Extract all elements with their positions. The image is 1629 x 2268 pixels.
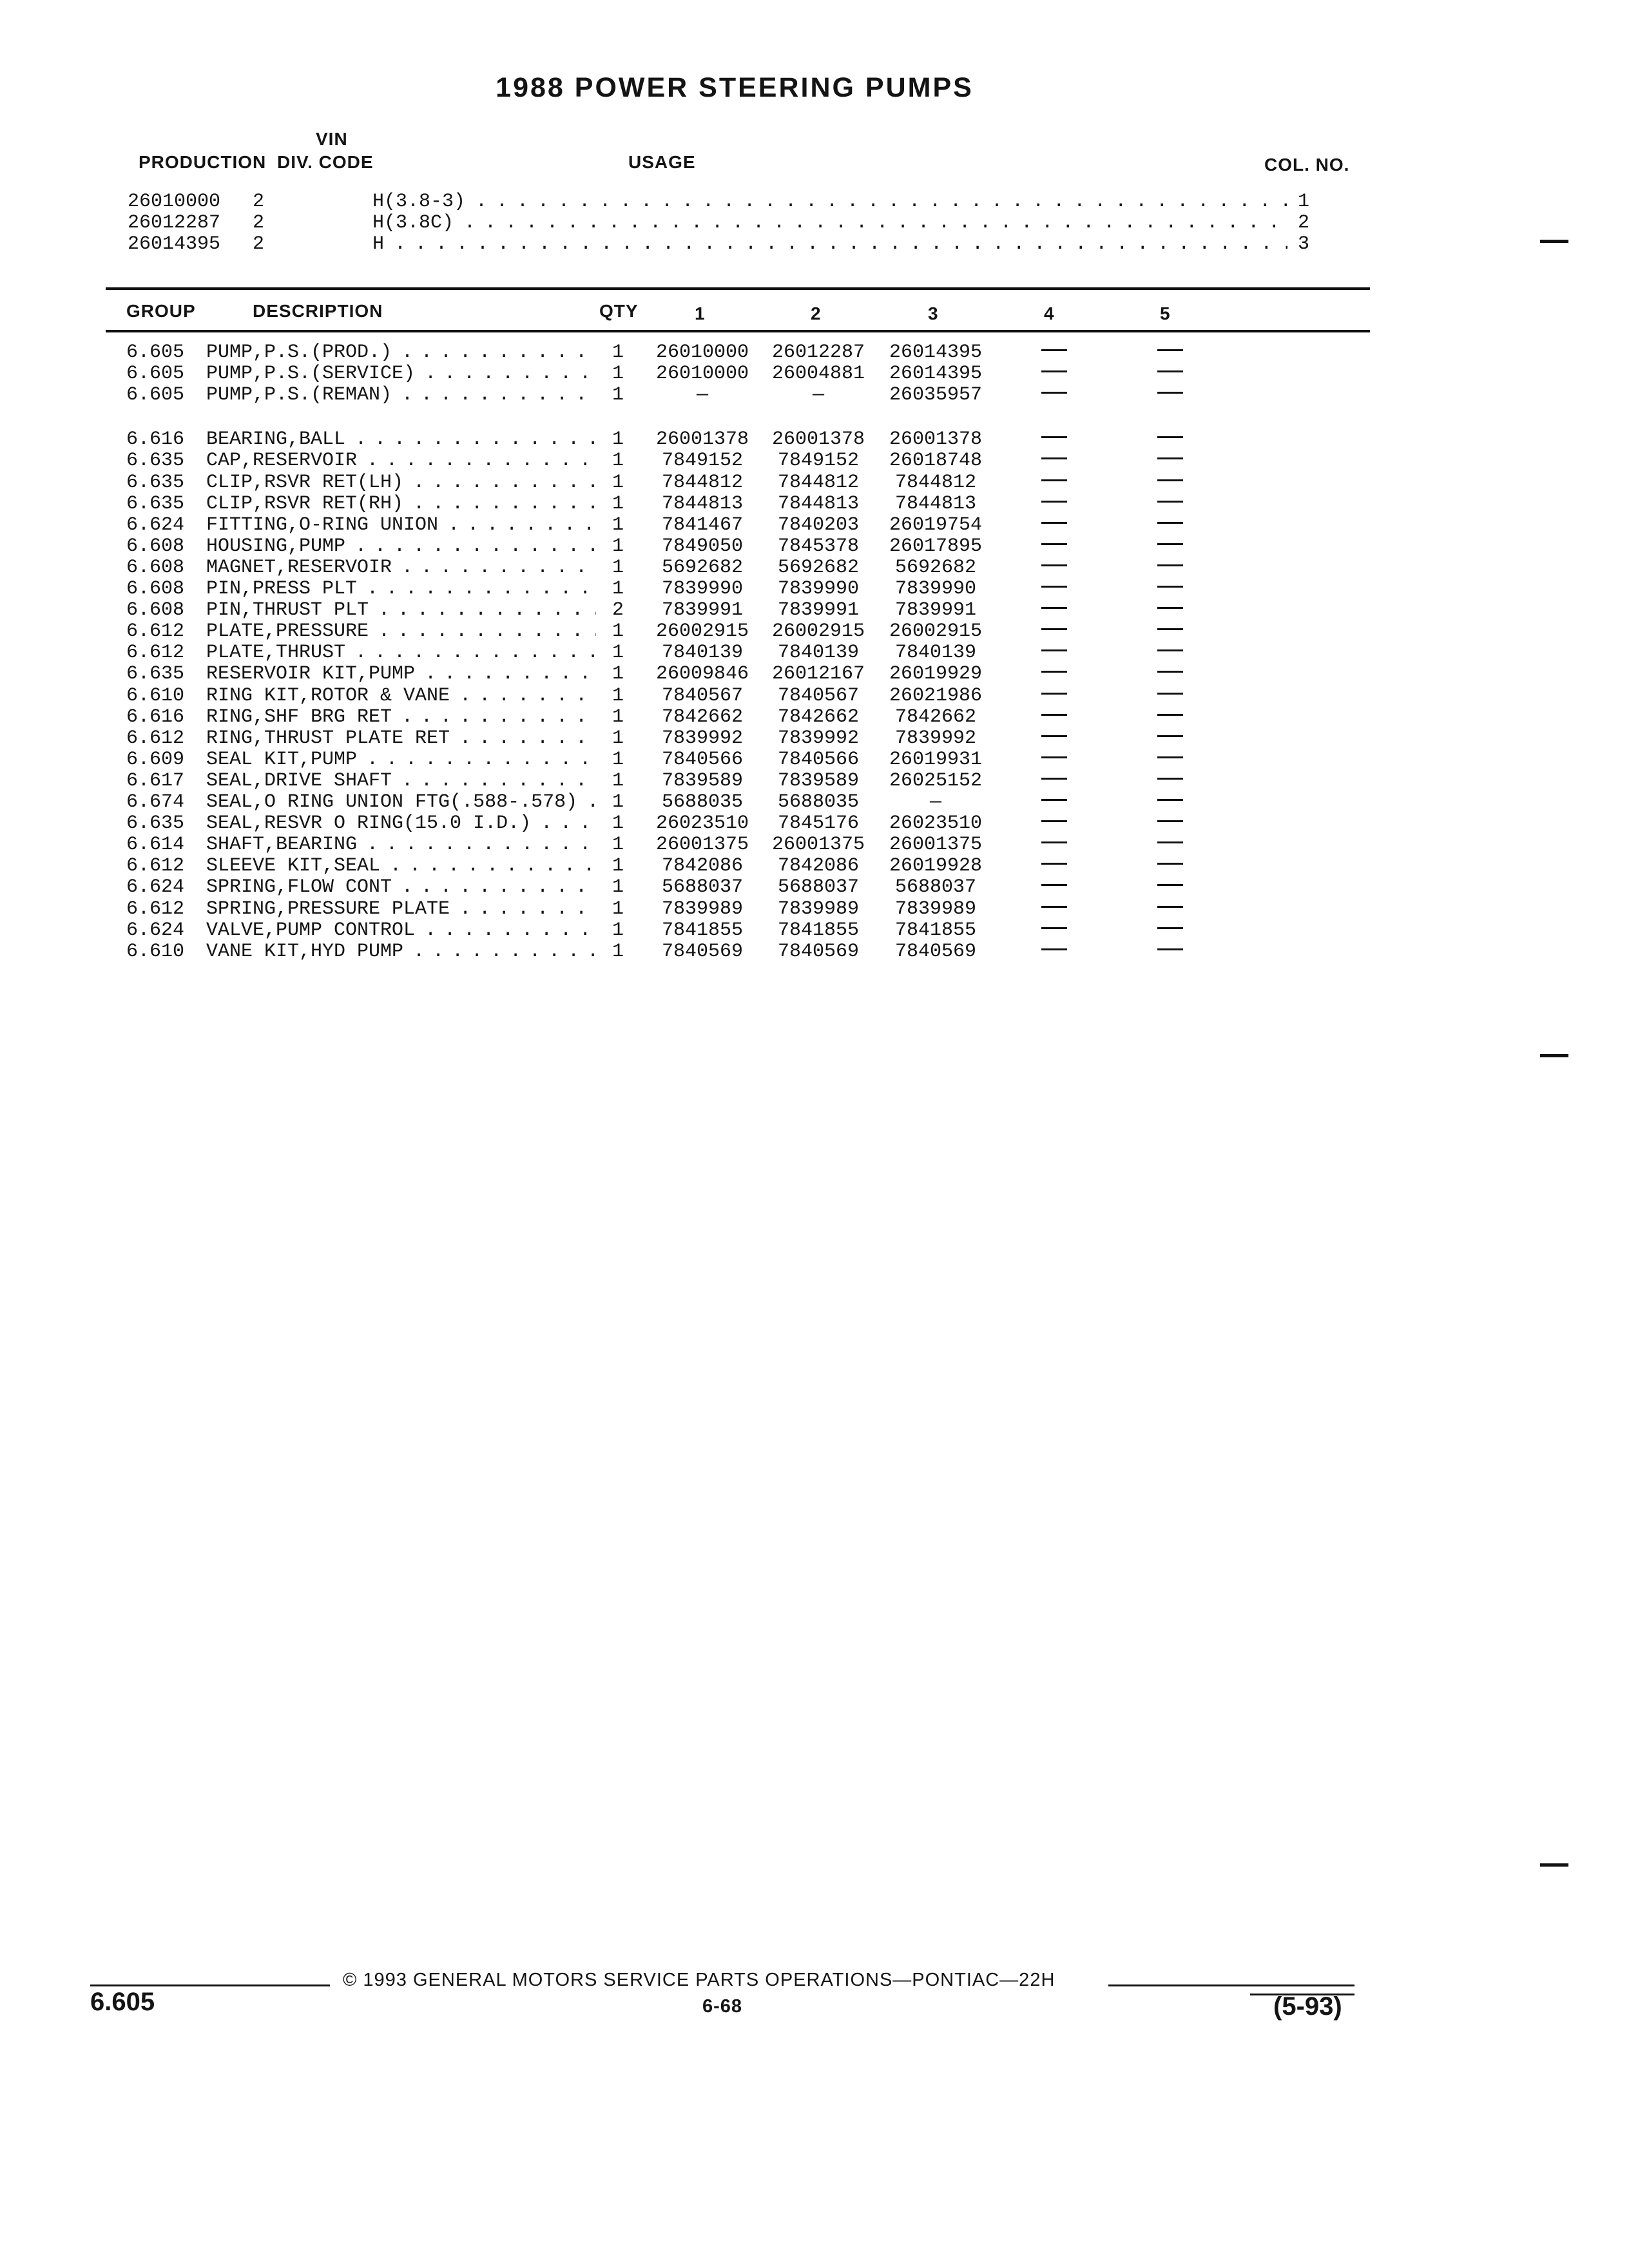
col-3-part-number: 5692682	[894, 556, 977, 579]
col-4-dash	[1041, 607, 1067, 609]
col-4-dash	[1041, 906, 1067, 908]
part-description: PLATE,PRESSURE . . .	[206, 620, 596, 642]
col-4-dash	[1041, 841, 1067, 843]
col-5-dash	[1157, 778, 1183, 780]
part-description: SEAL,RESVR O RING(15.0 I.D.) . . .	[206, 812, 596, 834]
col-1-part-number: 26001375	[655, 834, 749, 856]
col-4-header: 4	[1044, 303, 1055, 323]
part-description: PUMP,P.S.(SERVICE) . . .	[206, 363, 596, 385]
parts-row	[0, 450, 1418, 471]
col-3-part-number: 7840569	[894, 940, 977, 963]
col-2-part-number: 7842662	[777, 706, 860, 728]
footer-page-number: 6-68	[702, 1996, 743, 2017]
footer-rule-left	[90, 1984, 330, 1986]
group-number: 6.617	[126, 769, 185, 792]
col-1-part-number: 26010000	[655, 363, 749, 385]
col-5-dash	[1157, 863, 1183, 865]
part-description: PLATE,THRUST . . .	[206, 642, 596, 664]
group-number: 6.609	[126, 748, 185, 771]
col-4-dash	[1041, 756, 1067, 758]
col-5-dash	[1157, 457, 1183, 459]
div-code: 2	[253, 191, 265, 213]
part-description: SEAL,O RING UNION FTG(.588-.578) . . .	[206, 791, 596, 813]
part-quantity: 1	[612, 642, 624, 664]
margin-mark-3	[1540, 1863, 1568, 1867]
col-2-part-number: 5688037	[777, 876, 860, 899]
group-number: 6.624	[126, 876, 185, 899]
col-3-part-number: 7839991	[894, 599, 977, 622]
part-quantity: 1	[612, 812, 624, 835]
parts-row	[0, 620, 1418, 642]
col-2-part-number: 7839589	[777, 769, 860, 792]
col-5-dash	[1157, 649, 1183, 651]
part-quantity: 1	[612, 363, 624, 385]
part-description: SEAL KIT,PUMP . . .	[206, 749, 596, 771]
col-3-part-number: 7844813	[894, 492, 977, 515]
col-2-part-number: 7839992	[777, 727, 860, 749]
part-description: CLIP,RSVR RET(RH) . . .	[206, 493, 596, 515]
div-code: 2	[253, 212, 265, 234]
col-3-part-number: 26001375	[889, 834, 983, 856]
part-quantity: 1	[612, 341, 624, 363]
parts-row	[0, 855, 1418, 876]
col-3-part-number: 26019931	[889, 748, 983, 771]
part-quantity: 1	[612, 791, 624, 813]
parts-row	[0, 791, 1418, 812]
col-2-part-number: 7839990	[777, 578, 860, 600]
col-1-part-number: 26023510	[655, 812, 749, 835]
col-1-part-number: 7842086	[661, 855, 744, 878]
col-5-dash	[1157, 756, 1183, 758]
col-5-dash	[1157, 436, 1183, 438]
group-number: 6.605	[126, 363, 185, 385]
part-quantity: 1	[612, 556, 624, 579]
col-3-part-number: 26021986	[889, 684, 983, 707]
col-3-part-number: 7840139	[894, 642, 977, 664]
part-description: MAGNET,RESERVOIR . . .	[206, 557, 596, 579]
col-4-dash	[1041, 714, 1067, 716]
col-1-part-number: 7839989	[661, 898, 744, 920]
part-quantity: 1	[612, 620, 624, 643]
group-header: GROUP	[126, 301, 196, 321]
col-5-dash	[1157, 671, 1183, 673]
parts-row	[0, 685, 1418, 706]
group-number: 6.612	[126, 855, 185, 878]
col-5-dash	[1157, 522, 1183, 524]
part-quantity: 1	[612, 450, 624, 472]
col-5-dash	[1157, 543, 1183, 545]
col-3-part-number: 26018748	[889, 450, 983, 472]
part-description: RING,THRUST PLATE RET . . .	[206, 727, 596, 749]
col-4-dash	[1041, 799, 1067, 801]
part-description: CAP,RESERVOIR . . .	[206, 450, 596, 472]
col-3-part-number: 26019928	[889, 855, 983, 878]
col-4-dash	[1041, 628, 1067, 630]
part-quantity: 1	[612, 535, 624, 557]
footer-rule-right	[1108, 1984, 1354, 1986]
vin-header: VIN	[316, 129, 348, 149]
usage-code: H(3.8-3) . . .	[372, 191, 1287, 213]
col-2-part-number: 7842086	[777, 855, 860, 878]
col-3-part-number: 26035957	[889, 384, 983, 407]
group-number: 6.616	[126, 706, 185, 728]
part-quantity: 1	[612, 769, 624, 792]
group-number: 6.612	[126, 642, 185, 664]
vin-row	[0, 233, 1418, 255]
col-4-dash	[1041, 543, 1067, 545]
part-quantity: 1	[612, 471, 624, 494]
part-description: PUMP,P.S.(PROD.) . . .	[206, 341, 596, 363]
group-number: 6.610	[126, 684, 185, 707]
column-number: 2	[1298, 212, 1310, 234]
group-number: 6.610	[126, 940, 185, 963]
col-5-dash	[1157, 693, 1183, 695]
parts-row	[0, 727, 1418, 749]
col-4-dash	[1041, 392, 1067, 394]
group-number: 6.612	[126, 727, 185, 749]
col-3-part-number: —	[929, 791, 941, 813]
col-5-dash	[1157, 479, 1183, 481]
part-quantity: 2	[612, 599, 624, 622]
parts-row	[0, 898, 1418, 919]
col-4-dash	[1041, 564, 1067, 566]
description-header: DESCRIPTION	[253, 301, 383, 321]
col-4-dash	[1041, 457, 1067, 459]
parts-row	[0, 919, 1418, 941]
part-description: FITTING,O-RING UNION . . .	[206, 514, 596, 536]
col-2-part-number: 7841855	[777, 919, 860, 941]
parts-row	[0, 599, 1418, 620]
part-description: PUMP,P.S.(REMAN) . . .	[206, 384, 596, 406]
col-3-part-number: 7841855	[894, 919, 977, 941]
col-4-dash	[1041, 436, 1067, 438]
col-1-part-number: 5688035	[661, 791, 744, 813]
part-quantity: 1	[612, 578, 624, 600]
col-4-dash	[1041, 927, 1067, 929]
col-3-header: 3	[928, 303, 939, 323]
part-quantity: 1	[612, 834, 624, 856]
part-quantity: 1	[612, 898, 624, 920]
part-quantity: 1	[612, 492, 624, 515]
col-5-dash	[1157, 607, 1183, 609]
col-1-part-number: 7840567	[661, 684, 744, 707]
part-description: PIN,THRUST PLT . . .	[206, 599, 596, 621]
div-code-header: DIV. CODE	[277, 152, 374, 172]
div-code: 2	[253, 233, 265, 255]
col-1-part-number: 7840566	[661, 748, 744, 771]
col-5-dash	[1157, 370, 1183, 372]
group-number: 6.612	[126, 620, 185, 643]
part-description: SHAFT,BEARING . . .	[206, 834, 596, 856]
col-2-part-number: 26002915	[771, 620, 865, 643]
col-4-dash	[1041, 863, 1067, 865]
parts-row	[0, 642, 1418, 663]
col-5-dash	[1157, 906, 1183, 908]
col-4-dash	[1041, 778, 1067, 780]
col-2-part-number: 7849152	[777, 450, 860, 472]
vin-row	[0, 212, 1418, 233]
part-description: CLIP,RSVR RET(LH) . . .	[206, 472, 596, 494]
col-5-dash	[1157, 349, 1183, 351]
col-1-part-number: 7839990	[661, 578, 744, 600]
group-number: 6.616	[126, 428, 185, 451]
part-quantity: 1	[612, 514, 624, 536]
part-description: BEARING,BALL . . .	[206, 428, 596, 450]
col-4-dash	[1041, 349, 1067, 351]
footer-copyright: © 1993 GENERAL MOTORS SERVICE PARTS OPERATIONS—PONTIAC—22H	[343, 1970, 1055, 1990]
col-3-part-number: 26025152	[889, 769, 983, 792]
col-1-part-number: 5688037	[661, 876, 744, 899]
col-3-part-number: 26002915	[889, 620, 983, 643]
col-3-part-number: 26014395	[889, 363, 983, 385]
part-description: SEAL,DRIVE SHAFT . . .	[206, 770, 596, 792]
col-2-part-number: 7840569	[777, 940, 860, 963]
col-3-part-number: 7844812	[894, 471, 977, 494]
col-3-part-number: 26001378	[889, 428, 983, 451]
part-quantity: 1	[612, 384, 624, 407]
col-4-dash	[1041, 671, 1067, 673]
col-2-part-number: 26012167	[771, 663, 865, 686]
col-no-header: COL. NO.	[1264, 155, 1350, 175]
col-2-part-number: 7839991	[777, 599, 860, 622]
parts-table-top-rule	[106, 287, 1370, 290]
col-4-dash	[1041, 586, 1067, 588]
col-4-dash	[1041, 820, 1067, 822]
col-1-part-number: 7840569	[661, 940, 744, 963]
col-1-part-number: —	[696, 384, 708, 407]
col-3-part-number: 26023510	[889, 812, 983, 835]
col-4-dash	[1041, 884, 1067, 886]
col-1-part-number: 7842662	[661, 706, 744, 728]
part-description: VANE KIT,HYD PUMP . . .	[206, 941, 596, 963]
group-number: 6.635	[126, 450, 185, 472]
parts-row	[0, 812, 1418, 834]
col-2-part-number: 26004881	[771, 363, 865, 385]
col-5-dash	[1157, 884, 1183, 886]
col-3-part-number: 5688037	[894, 876, 977, 899]
margin-mark-1	[1540, 240, 1568, 243]
margin-mark-2	[1540, 1054, 1568, 1057]
col-5-dash	[1157, 820, 1183, 822]
col-1-part-number: 7839992	[661, 727, 744, 749]
col-3-part-number: 7839992	[894, 727, 977, 749]
col-2-part-number: 7845176	[777, 812, 860, 835]
part-description: VALVE,PUMP CONTROL . . .	[206, 919, 596, 941]
part-description: RING,SHF BRG RET . . .	[206, 706, 596, 728]
col-2-part-number: 7840566	[777, 748, 860, 771]
col-1-part-number: 5692682	[661, 556, 744, 579]
part-description: SPRING,PRESSURE PLATE . . .	[206, 898, 596, 920]
col-5-dash	[1157, 948, 1183, 950]
col-3-part-number: 7839989	[894, 898, 977, 920]
parts-row	[0, 706, 1418, 727]
col-5-dash	[1157, 735, 1183, 737]
part-quantity: 1	[612, 428, 624, 451]
production-code: 26012287	[128, 212, 221, 234]
group-number: 6.635	[126, 492, 185, 515]
parts-row	[0, 770, 1418, 791]
parts-row	[0, 472, 1418, 493]
col-2-part-number: 26001375	[771, 834, 865, 856]
usage-header: USAGE	[628, 152, 696, 172]
col-4-dash	[1041, 501, 1067, 503]
part-quantity: 1	[612, 748, 624, 771]
col-5-header: 5	[1160, 303, 1171, 323]
col-1-part-number: 26010000	[655, 341, 749, 363]
col-4-dash	[1041, 735, 1067, 737]
group-number: 6.635	[126, 471, 185, 494]
col-1-part-number: 7849050	[661, 535, 744, 557]
col-2-part-number: 7840203	[777, 514, 860, 536]
part-description: PIN,PRESS PLT . . .	[206, 578, 596, 600]
parts-row	[0, 535, 1418, 557]
col-3-part-number: 26017895	[889, 535, 983, 557]
production-code: 26014395	[128, 233, 221, 255]
parts-row	[0, 557, 1418, 578]
parts-row	[0, 834, 1418, 855]
group-number: 6.612	[126, 898, 185, 920]
parts-row	[0, 341, 1418, 363]
qty-header: QTY	[599, 301, 639, 321]
col-2-part-number: 7845378	[777, 535, 860, 557]
col-2-part-number: 5688035	[777, 791, 860, 813]
col-1-part-number: 26002915	[655, 620, 749, 643]
part-description: RING KIT,ROTOR & VANE . . .	[206, 685, 596, 707]
group-number: 6.635	[126, 812, 185, 835]
col-5-dash	[1157, 392, 1183, 394]
part-quantity: 1	[612, 727, 624, 749]
parts-row	[0, 876, 1418, 898]
parts-row	[0, 384, 1418, 405]
col-1-part-number: 26001378	[655, 428, 749, 451]
vin-row	[0, 191, 1418, 212]
col-4-dash	[1041, 649, 1067, 651]
part-quantity: 1	[612, 940, 624, 963]
group-number: 6.608	[126, 535, 185, 557]
col-5-dash	[1157, 564, 1183, 566]
footer-section-number: 6.605	[90, 1988, 155, 2016]
col-2-part-number: 7839989	[777, 898, 860, 920]
col-3-part-number: 26019754	[889, 514, 983, 536]
parts-row	[0, 663, 1418, 684]
group-number: 6.608	[126, 599, 185, 622]
part-quantity: 1	[612, 663, 624, 686]
col-5-dash	[1157, 586, 1183, 588]
col-1-part-number: 7841855	[661, 919, 744, 941]
group-number: 6.624	[126, 919, 185, 941]
col-1-part-number: 7841467	[661, 514, 744, 536]
col-2-part-number: 7844813	[777, 492, 860, 515]
part-quantity: 1	[612, 855, 624, 878]
part-description: HOUSING,PUMP . . .	[206, 535, 596, 557]
col-4-dash	[1041, 693, 1067, 695]
usage-code: H . . .	[372, 233, 1287, 255]
group-number: 6.614	[126, 834, 185, 856]
parts-row	[0, 514, 1418, 535]
col-1-part-number: 7840139	[661, 642, 744, 664]
col-5-dash	[1157, 501, 1183, 503]
col-3-part-number: 7839990	[894, 578, 977, 600]
part-description: SLEEVE KIT,SEAL . . .	[206, 855, 596, 877]
footer-date: (5-93)	[1273, 1992, 1342, 2021]
col-4-dash	[1041, 948, 1067, 950]
part-quantity: 1	[612, 684, 624, 707]
group-number: 6.608	[126, 578, 185, 600]
parts-table-header-rule	[106, 330, 1370, 332]
col-1-part-number: 7844813	[661, 492, 744, 515]
page-title: 1988 POWER STEERING PUMPS	[496, 72, 974, 103]
col-3-part-number: 26014395	[889, 341, 983, 363]
col-2-part-number: 5692682	[777, 556, 860, 579]
parts-row	[0, 428, 1418, 450]
col-4-dash	[1041, 479, 1067, 481]
col-5-dash	[1157, 927, 1183, 929]
col-5-dash	[1157, 628, 1183, 630]
part-quantity: 1	[612, 876, 624, 899]
group-number: 6.605	[126, 384, 185, 407]
col-1-part-number: 7844812	[661, 471, 744, 494]
column-number: 1	[1298, 191, 1310, 213]
col-2-part-number: 26012287	[771, 341, 865, 363]
production-header: PRODUCTION	[139, 152, 267, 172]
col-2-part-number: 7840567	[777, 684, 860, 707]
col-1-part-number: 7839589	[661, 769, 744, 792]
col-1-header: 1	[695, 303, 706, 323]
col-5-dash	[1157, 714, 1183, 716]
col-1-part-number: 7849152	[661, 450, 744, 472]
group-number: 6.624	[126, 514, 185, 536]
part-quantity: 1	[612, 706, 624, 728]
col-5-dash	[1157, 841, 1183, 843]
col-4-dash	[1041, 522, 1067, 524]
group-number: 6.605	[126, 341, 185, 363]
col-1-part-number: 26009846	[655, 663, 749, 686]
group-number: 6.608	[126, 556, 185, 579]
parts-row	[0, 578, 1418, 599]
column-number: 3	[1298, 233, 1310, 255]
parts-row	[0, 363, 1418, 384]
col-1-part-number: 7839991	[661, 599, 744, 622]
parts-row	[0, 941, 1418, 962]
part-quantity: 1	[612, 919, 624, 941]
col-5-dash	[1157, 799, 1183, 801]
parts-row	[0, 749, 1418, 770]
production-code: 26010000	[128, 191, 221, 213]
col-2-part-number: 7840139	[777, 642, 860, 664]
part-description: SPRING,FLOW CONT . . .	[206, 876, 596, 898]
parts-row	[0, 493, 1418, 514]
col-2-part-number: 26001378	[771, 428, 865, 451]
group-number: 6.635	[126, 663, 185, 686]
col-2-part-number: 7844812	[777, 471, 860, 494]
part-description: RESERVOIR KIT,PUMP . . .	[206, 663, 596, 685]
col-3-part-number: 7842662	[894, 706, 977, 728]
col-2-header: 2	[811, 303, 822, 323]
col-3-part-number: 26019929	[889, 663, 983, 686]
usage-code: H(3.8C) . . .	[372, 212, 1287, 234]
col-4-dash	[1041, 370, 1067, 372]
group-number: 6.674	[126, 791, 185, 813]
col-2-part-number: —	[812, 384, 824, 407]
